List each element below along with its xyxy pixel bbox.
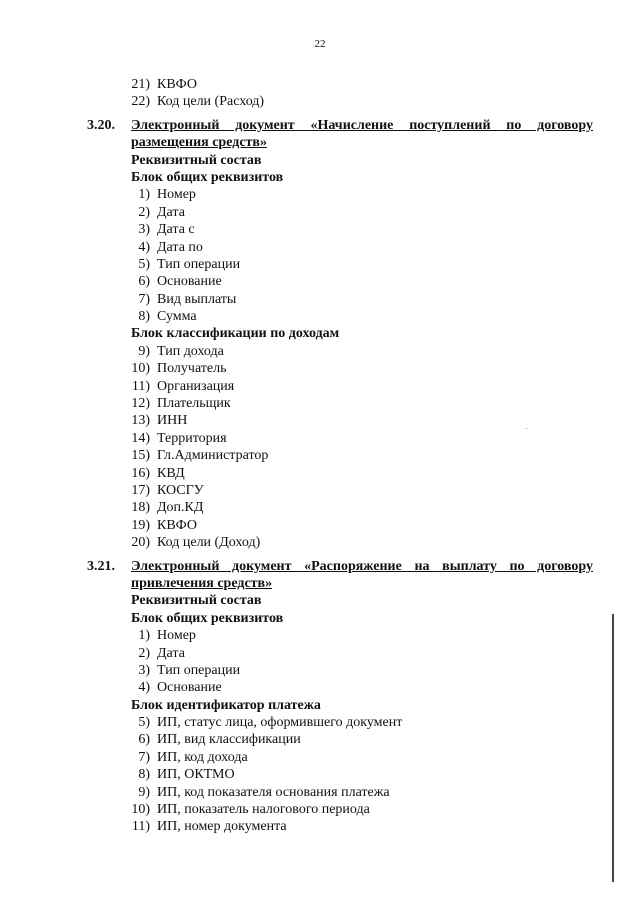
section-3-21-header xyxy=(0,558,640,575)
list-item-text: ИП, показатель налогового периода xyxy=(157,802,370,818)
list-item-number: 10) xyxy=(131,802,150,818)
section-3-20-header xyxy=(0,117,640,134)
list-item xyxy=(0,662,640,679)
list-item-number: 7) xyxy=(138,749,150,765)
list-item-text: Номер xyxy=(157,187,196,203)
block-heading-row xyxy=(0,169,640,186)
list-item-number: 4) xyxy=(138,680,150,696)
list-item xyxy=(0,308,640,325)
list-item-text: Дата xyxy=(157,645,185,661)
list-item-number: 8) xyxy=(138,767,150,783)
list-item-number: 5) xyxy=(138,715,150,731)
block-income-heading: Блок классификации по доходам xyxy=(131,326,340,342)
general-list xyxy=(0,186,640,325)
list-item-text: Дата с xyxy=(157,222,195,238)
block-heading-row xyxy=(0,610,640,627)
list-item xyxy=(0,766,640,783)
list-item-text: ИП, код дохода xyxy=(157,749,248,765)
composition-heading: Реквизитный состав xyxy=(131,152,262,168)
list-item xyxy=(0,204,640,221)
list-item-number: 2) xyxy=(138,645,150,661)
list-item xyxy=(0,343,640,360)
list-item-number: 12) xyxy=(131,396,150,412)
list-item xyxy=(0,291,640,308)
list-item xyxy=(0,93,640,110)
list-item xyxy=(0,239,640,256)
list-item xyxy=(0,465,640,482)
list-item-text: Код цели (Доход) xyxy=(157,535,261,551)
list-item-text: КОСГУ xyxy=(157,482,204,498)
list-item xyxy=(0,517,640,534)
list-item-number: 9) xyxy=(138,343,150,359)
list-item-text: ИП, вид классификации xyxy=(157,732,301,748)
list-item-number: 17) xyxy=(131,482,150,498)
income-list xyxy=(0,343,640,552)
general-list xyxy=(0,627,640,697)
list-item xyxy=(0,221,640,238)
section-title: Электронный документ «Начисление поступлений по договору xyxy=(131,117,593,133)
list-item-number: 3) xyxy=(138,662,150,678)
composition-heading-row xyxy=(0,592,640,609)
list-item-number: 14) xyxy=(131,430,150,446)
list-item xyxy=(0,731,640,748)
list-item-text: Код цели (Расход) xyxy=(157,94,265,110)
page-number: 22 xyxy=(314,38,326,50)
block-heading-row xyxy=(0,325,640,342)
list-item-text: ИНН xyxy=(157,413,188,429)
list-item-number: 1) xyxy=(138,628,150,644)
section-number: 3.20. xyxy=(87,117,115,133)
lead-list xyxy=(0,76,640,111)
list-item-text: Тип операции xyxy=(157,662,241,678)
block-heading-row xyxy=(0,697,640,714)
list-item-number: 6) xyxy=(138,274,150,290)
list-item-text: ИП, номер документа xyxy=(157,819,287,835)
list-item-text: Сумма xyxy=(157,309,197,325)
list-item-number: 9) xyxy=(138,784,150,800)
block-general-heading: Блок общих реквизитов xyxy=(131,169,284,185)
list-item-text: КВД xyxy=(157,465,185,481)
list-item xyxy=(0,645,640,662)
payment-list xyxy=(0,714,640,836)
section-title-line2: привлечения средств» xyxy=(131,575,273,591)
list-item xyxy=(0,801,640,818)
list-item xyxy=(0,818,640,835)
list-item xyxy=(0,395,640,412)
list-item-number: 4) xyxy=(138,239,150,255)
list-item-text: Номер xyxy=(157,628,196,644)
section-title-continuation xyxy=(0,134,640,151)
list-item-number: 6) xyxy=(138,732,150,748)
list-item-text: Организация xyxy=(157,378,235,394)
list-item-text: Тип операции xyxy=(157,256,241,272)
list-item xyxy=(0,273,640,290)
composition-heading: Реквизитный состав xyxy=(131,593,262,609)
list-item xyxy=(0,447,640,464)
section-title-continuation xyxy=(0,575,640,592)
list-item-text: КВФО xyxy=(157,517,198,533)
list-item xyxy=(0,186,640,203)
list-item-text: Получатель xyxy=(157,361,227,377)
section-title: Электронный документ «Распоряжение на выплату по договору xyxy=(131,558,593,574)
list-item xyxy=(0,784,640,801)
list-item-number: 13) xyxy=(131,413,150,429)
list-item-number: 11) xyxy=(131,378,150,394)
list-item-number: 15) xyxy=(131,448,150,464)
list-item-number: 10) xyxy=(131,361,150,377)
list-item xyxy=(0,378,640,395)
list-item-text: Основание xyxy=(157,274,222,290)
list-item-text: Дата по xyxy=(157,239,203,255)
list-item-text: Гл.Администратор xyxy=(157,448,269,464)
list-item-number: 2) xyxy=(138,204,150,220)
block-payment-heading: Блок идентификатор платежа xyxy=(131,697,321,713)
list-item-text: Территория xyxy=(157,430,227,446)
list-item-number: 19) xyxy=(131,517,150,533)
list-item-number: 5) xyxy=(138,256,150,272)
list-item xyxy=(0,256,640,273)
section-number: 3.21. xyxy=(87,558,115,574)
list-item xyxy=(0,749,640,766)
block-general-heading: Блок общих реквизитов xyxy=(131,610,284,626)
list-item xyxy=(0,627,640,644)
list-item-text: КВФО xyxy=(157,77,198,92)
list-item-number: 11) xyxy=(131,819,150,835)
list-item-text: Доп.КД xyxy=(157,500,204,516)
list-item xyxy=(0,499,640,516)
list-item-number: 7) xyxy=(138,291,150,307)
list-item xyxy=(0,714,640,731)
list-item-text: ИП, код показателя основания платежа xyxy=(157,784,390,800)
list-item xyxy=(0,430,640,447)
list-item-number: 3) xyxy=(138,222,150,238)
section-title-line2: размещения средств» xyxy=(131,135,267,151)
list-item-text: Дата xyxy=(157,204,185,220)
list-item xyxy=(0,679,640,696)
composition-heading-row xyxy=(0,152,640,169)
document-body xyxy=(0,76,640,836)
list-item-number: 22) xyxy=(131,94,150,110)
list-item xyxy=(0,412,640,429)
list-item-number: 8) xyxy=(138,309,150,325)
list-item-text: Вид выплаты xyxy=(157,291,237,307)
list-item-text: Основание xyxy=(157,680,222,696)
list-item-text: Тип дохода xyxy=(157,343,224,359)
list-item xyxy=(0,76,640,93)
list-item xyxy=(0,360,640,377)
list-item-text: ИП, ОКТМО xyxy=(157,767,235,783)
list-item-number: 18) xyxy=(131,500,150,516)
list-item-number: 16) xyxy=(131,465,150,481)
list-item-number: 1) xyxy=(138,187,150,203)
list-item-text: ИП, статус лица, оформившего документ xyxy=(157,715,403,731)
list-item-number: 21) xyxy=(131,77,150,92)
list-item-number: 20) xyxy=(131,535,150,551)
list-item-text: Плательщик xyxy=(157,396,231,412)
list-item xyxy=(0,482,640,499)
list-item xyxy=(0,534,640,551)
